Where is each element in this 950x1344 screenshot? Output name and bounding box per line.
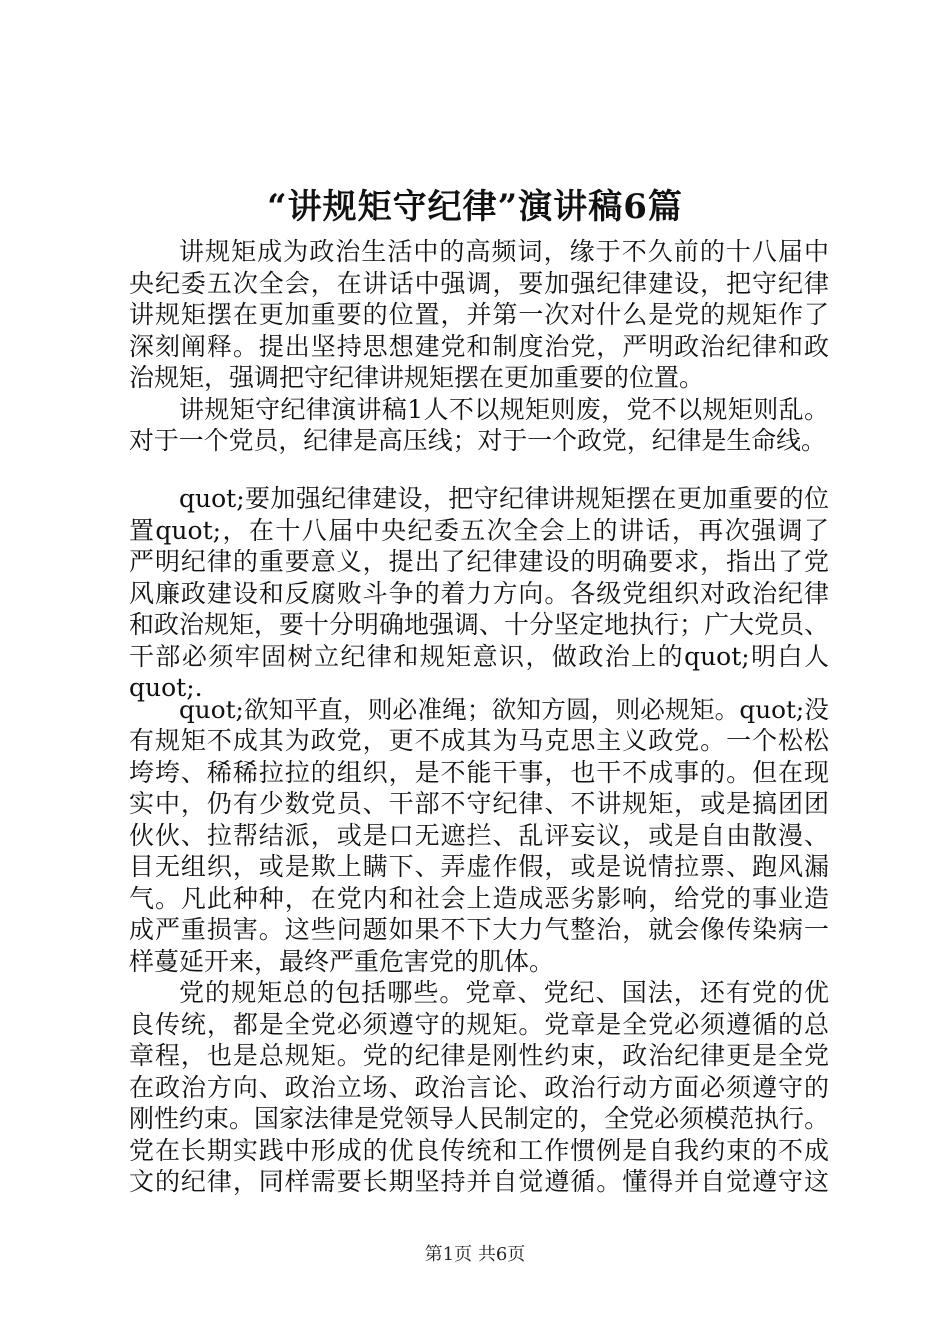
paragraph-line: 风廉政建设和反腐败斗争的着力方向。各级党组织对政治纪律 <box>129 578 829 608</box>
paragraph-line: 深刻阐释。提出坚持思想建党和制度治党，严明政治纪律和政 <box>129 331 829 361</box>
paragraph-line: 央纪委五次全会，在讲话中强调，要加强纪律建设，把守纪律 <box>129 268 829 298</box>
paragraph-line: 实中，仍有少数党员、干部不守纪律、不讲规矩，或是搞团团 <box>129 789 829 818</box>
paragraph-3 <box>129 483 829 704</box>
paragraph-line: 讲规矩摆在更加重要的位置，并第一次对什么是党的规矩作了 <box>129 300 829 329</box>
paragraph-line: 党的规矩总的包括哪些。党章、党纪、国法，还有党的优 <box>179 978 829 1007</box>
paragraph-line: 党在长期实践中形成的优良传统和工作惯例是自我约束的不成 <box>129 1135 829 1165</box>
paragraph-line: 目无组织，或是欺上瞒下、弄虚作假，或是说情拉票、跑风漏 <box>129 852 829 881</box>
paragraph-line: 讲规矩守纪律演讲稿1人不以规矩则废，党不以规矩则乱。 <box>179 394 829 424</box>
paragraph-line: 讲规矩成为政治生活中的高频词，缘于不久前的十八届中 <box>179 237 829 266</box>
paragraph-1 <box>129 236 829 394</box>
paragraph-line: 章程，也是总规矩。党的纪律是刚性约束，政治纪律更是全党 <box>129 1041 829 1070</box>
document-title: “讲规矩守纪律”演讲稿6篇 <box>267 187 683 227</box>
paragraph-line: 和政治规矩，要十分明确地强调、十分坚定地执行；广大党员、 <box>129 610 829 639</box>
paragraph-line: 严明纪律的重要意义，提出了纪律建设的明确要求，指出了党 <box>129 547 829 576</box>
paragraph-line: 刚性约束。国家法律是党领导人民制定的，全党必须模范执行。 <box>129 1104 829 1133</box>
paragraph-4 <box>129 694 829 978</box>
paragraph-line: 有规矩不成其为政党，更不成其为马克思主义政党。一个松松 <box>129 726 829 755</box>
paragraph-line: 伙伙、拉帮结派，或是口无遮拦、乱评妄议，或是自由散漫、 <box>129 820 829 850</box>
paragraph-line: 对于一个党员，纪律是高压线；对于一个政党，纪律是生命线。 <box>129 426 826 455</box>
paragraph-line: 干部必须牢固树立纪律和规矩意识，做政治上的quot;明白人 <box>129 641 829 671</box>
paragraph-line: 置quot;，在十八届中央纪委五次全会上的讲话，再次强调了 <box>129 515 829 545</box>
paragraph-line: 在政治方向、政治立场、政治言论、政治行动方面必须遵守的 <box>129 1072 829 1102</box>
paragraph-5 <box>129 977 829 1198</box>
paragraph-line: quot;. <box>129 673 203 702</box>
paragraph-line: 垮垮、稀稀拉拉的组织，是不能干事，也干不成事的。但在现 <box>129 757 829 787</box>
paragraph-line: 治规矩，强调把守纪律讲规矩摆在更加重要的位置。 <box>129 363 705 392</box>
paragraph-line: 样蔓延开来，最终严重危害党的肌体。 <box>129 946 555 976</box>
paragraph-line: 气。凡此种种，在党内和社会上造成恶劣影响，给党的事业造 <box>129 883 829 913</box>
paragraph-line: quot;欲知平直，则必准绳；欲知方圆，则必规矩。quot;没 <box>179 694 829 724</box>
paragraph-2 <box>129 394 829 457</box>
paragraph-line: 良传统，都是全党必须遵守的规矩。党章是全党必须遵循的总 <box>129 1009 829 1039</box>
paragraph-line: 文的纪律，同样需要长期坚持并自觉遵循。懂得并自觉遵守这 <box>129 1167 829 1196</box>
page-footer: 第1页 共6页 <box>424 1244 526 1265</box>
paragraph-line: 成严重损害。这些问题如果不下大力气整治，就会像传染病一 <box>129 915 829 944</box>
paragraph-line: quot;要加强纪律建设，把守纪律讲规矩摆在更加重要的位 <box>179 484 829 513</box>
